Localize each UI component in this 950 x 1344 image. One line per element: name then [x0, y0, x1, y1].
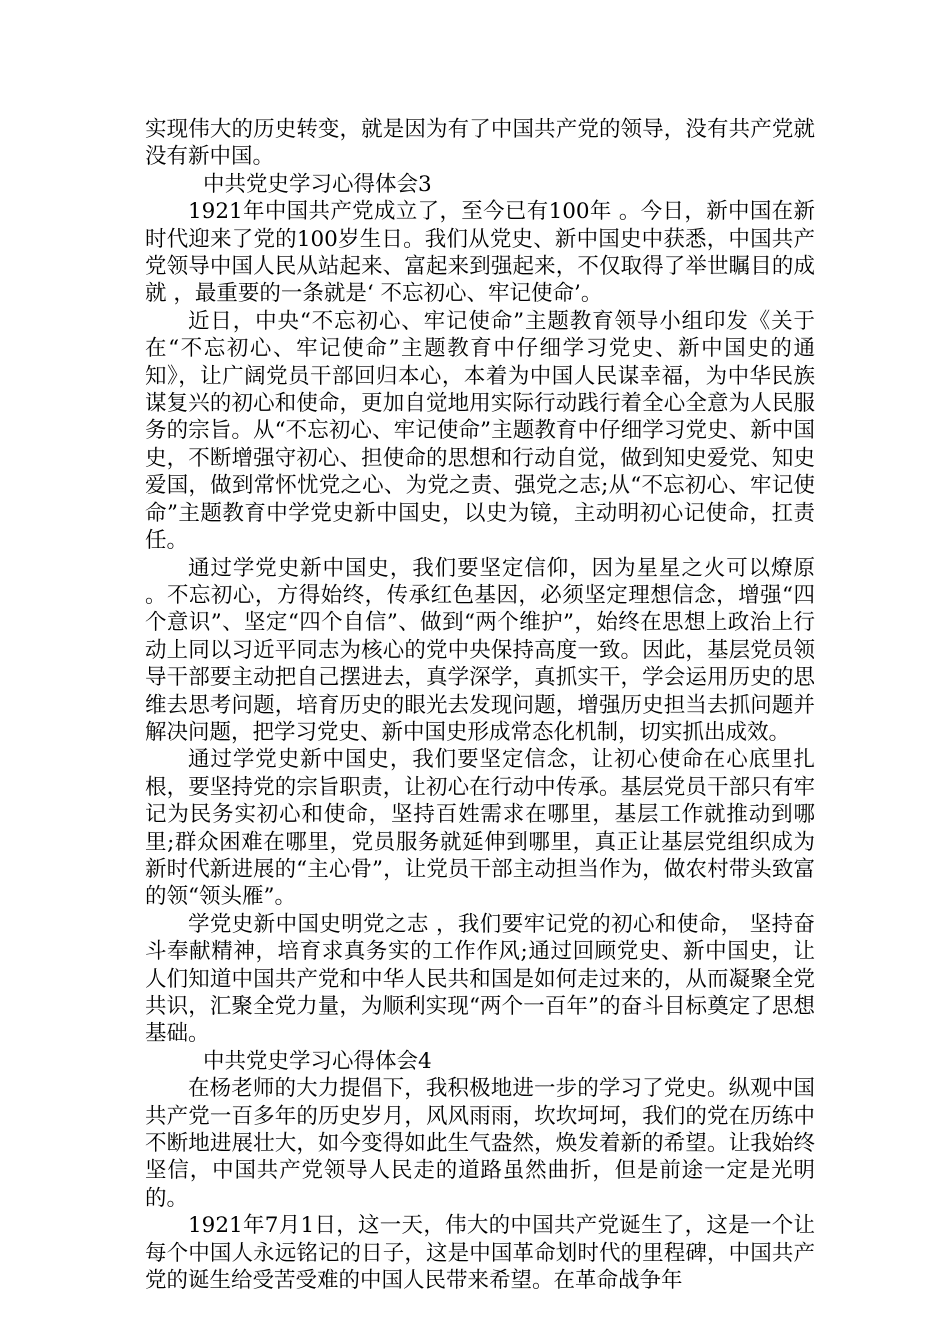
paragraph: 在杨老师的大力提倡下，我积极地进一步的学习了党史。纵观中国共产党一百多年的历史岁月，风风雨雨，坎坎坷坷，我们的党在历练中不断地进展壮大，如今变得如此生气盎然，焕发着新的希望。让我始终坚信，中国共产党领导人民走的道路虽然曲折，但是前途一定是光明的。: [145, 1076, 815, 1211]
paragraph: 1921年7月1日，这一天，伟大的中国共产党诞生了，这是一个让每个中国人永远铭记的日子，这是中国革命划时代的里程碑，中国共产党的诞生给受苦受难的中国人民带来希望。在革命战争年: [145, 1213, 815, 1294]
section-heading: 中共党史学习心得体会3: [203, 171, 432, 197]
paragraph: 通过学党史新中国史，我们要坚定信仰，因为星星之火可以燎原 。不忘初心，方得始终，传承红色基因，必须坚定理想信念，增强“四个意识”、坚定“四个自信”、做到“两个维护”，始终在思想上政治上行动上同以习近平同志为核心的党中央保持高度一致。因此，基层党员领导干部要主动把自己摆进去，真学深学，真抓实干，学会运用历史的思维去思考问题，培育历史的眼光去发现问题，增强历史担当去抓问题并解决问题，把学习党史、新中国史形成常态化机制，切实抓出成效。: [145, 555, 815, 745]
paragraph: 通过学党史新中国史，我们要坚定信念，让初心使命在心底里扎根，要坚持党的宗旨职责，让初心在行动中传承。基层党员干部只有牢记为民务实初心和使命，坚持百姓需求在哪里，基层工作就推动到哪里;群众困难在哪里，党员服务就延伸到哪里，真正让基层党组织成为新时代新进展的“主心骨”，让党员干部主动担当作为，做农村带头致富的领“领头雁”。: [145, 747, 815, 910]
section-heading: 中共党史学习心得体会4: [203, 1048, 432, 1074]
paragraph: 学党史新中国史明党之志 ，我们要牢记党的初心和使命， 坚持奋斗奉献精神，培育求真务实的工作作风;通过回顾党史、新中国史，让人们知道中国共产党和中华人民共和国是如何走过来的，从而凝聚全党共识，汇聚全党力量，为顺利实现“两个一百年”的奋斗目标奠定了思想基础。: [145, 911, 815, 1047]
paragraph: 实现伟大的历史转变，就是因为有了中国共产党的领导，没有共产党就没有新中国。: [145, 117, 815, 170]
document-page: [145, 116, 815, 1294]
paragraph: 近日，中央“不忘初心、牢记使命”主题教育领导小组印发《关于在“不忘初心、牢记使命”主题教育中仔细学习党史、新中国史的通知》，让广阔党员干部回归本心，本着为中国人民谋幸福，为中华民族谋复兴的初心和使命，更加自觉地用实际行动践行着全心全意为人民服务的宗旨。从“不忘初心、牢记使命”主题教育中仔细学习党史、新中国史，不断增强守初心、担使命的思想和行动自觉，做到知史爱党、知史爱国，做到常怀忧党之心、为党之责、强党之志;从“不忘初心、牢记使命”主题教育中学党史新中国史，以史为镜，主动明初心记使命，扛责任。: [145, 308, 815, 554]
paragraph: 1921年中国共产党成立了，至今已有100年 。今日，新中国在新时代迎来了党的100岁生日。我们从党史、新中国史中获悉，中国共产党领导中国人民从站起来、富起来到强起来，不仅取得了举世瞩目的成就 ，最重要的一条就是‘ 不忘初心、牢记使命’。: [145, 199, 815, 307]
